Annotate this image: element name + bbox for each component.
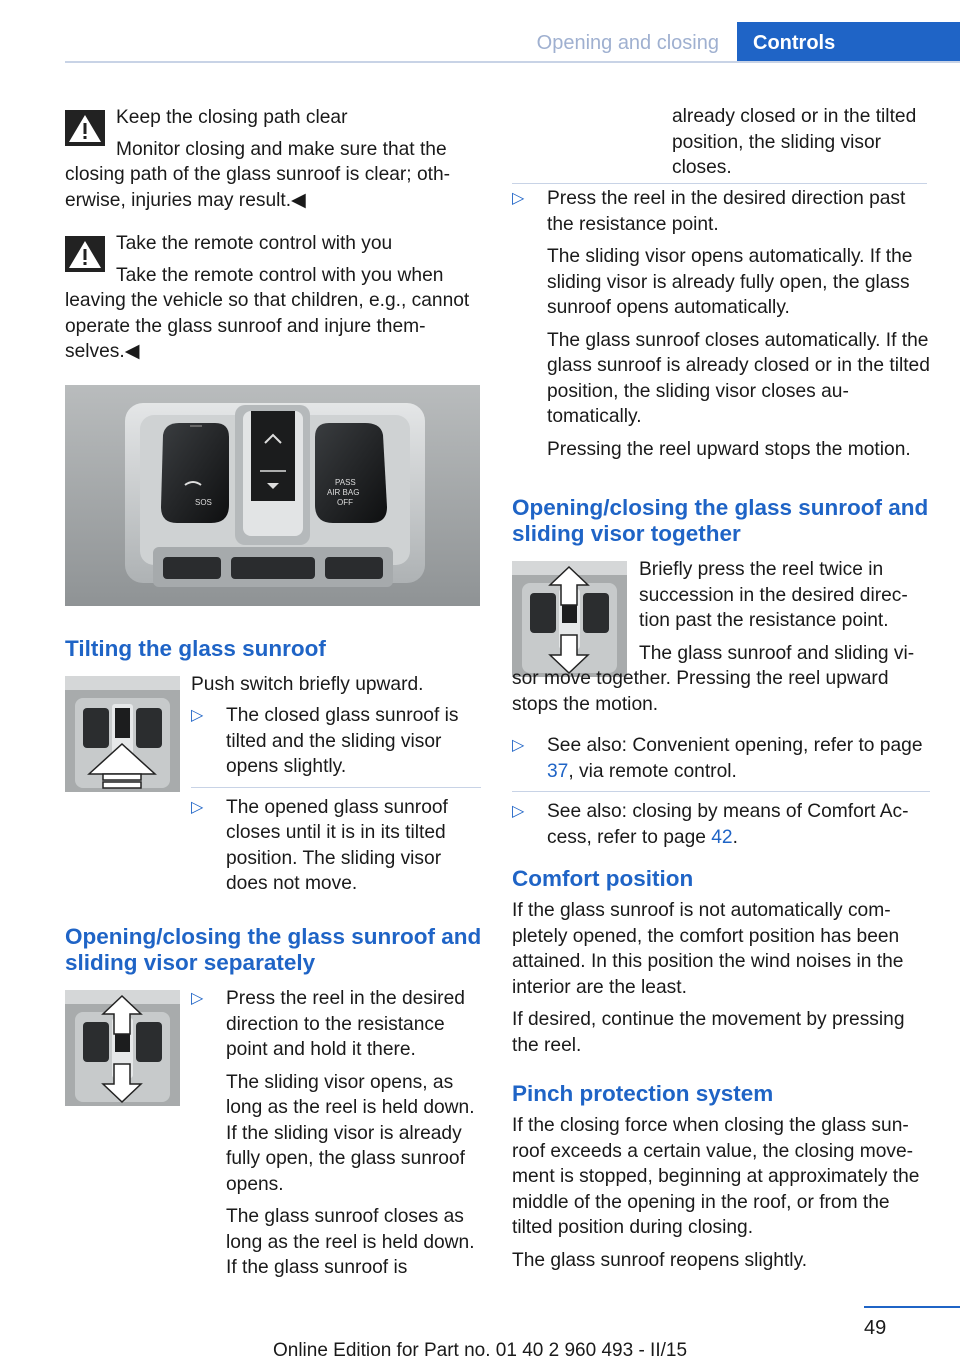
comfort-paragraph: If the glass sunroof is not automatically completely opened, the comfort position has been attained. In this position the wind noises in the interior are the least.	[512, 900, 904, 998]
footer-rule	[864, 1306, 960, 1308]
warning-body: Monitor closing and make sure that the closing path of the glass sunroof is clear; otherwise, injuries may result.◀	[65, 138, 451, 211]
comfort-paragraph: If desired, continue the movement by pressing the reel.	[512, 1009, 905, 1056]
see-also-text: See also: closing by means of Comfort Access, refer to page	[547, 801, 909, 848]
separately-bullet-1-continued: already closed or in the tilted position, the sliding visor closes.	[672, 106, 917, 178]
together-text	[512, 557, 930, 717]
page-link-42[interactable]: 42	[711, 826, 733, 848]
triangle-bullet-icon: ▷	[191, 990, 204, 1007]
separately-bullet-2	[512, 186, 930, 462]
sos-label: SOS	[195, 498, 212, 507]
page-link-37[interactable]: 37	[547, 760, 569, 782]
footer-edition: Online Edition for Part no. 01 40 2 960 493 - II/15	[272, 1340, 688, 1361]
list-item	[191, 788, 481, 897]
bullet-paragraph: The glass sunroof closes automatically. If the glass sunroof is already closed or in the tilted position, the sliding visor closes automatically.	[547, 329, 930, 427]
list-item	[512, 186, 930, 462]
tilting-bullets	[191, 703, 481, 897]
bullet-paragraph: The sliding visor opens automatically. If the sliding visor is already fully open, the glass sunroof opens automatically.	[547, 246, 913, 318]
tilting-intro: Push switch briefly upward.	[191, 674, 424, 695]
heading-together: Opening/closing the glass sunroof and sliding visor together	[512, 495, 929, 546]
separately-switch-photo	[65, 990, 180, 1106]
list-item	[512, 792, 930, 850]
see-also-text: , via remote control.	[568, 760, 737, 782]
triangle-bullet-icon: ▷	[512, 737, 525, 754]
together-paragraph: The glass sunroof and sliding visor move together. Pressing the reel upward stops the motion.	[512, 642, 915, 715]
warning-title: Keep the closing path clear	[116, 107, 348, 128]
heading-comfort-position: Comfort position	[512, 866, 694, 891]
tilting-switch-photo	[65, 676, 180, 792]
bullet-paragraph: The sliding visor opens, as long as the reel is held down. If the sliding visor is already fully open, the glass sunroof opens.	[226, 1071, 475, 1195]
heading-separately: Opening/closing the glass sunroof and sliding visor separately	[65, 924, 482, 975]
comfort-text	[512, 898, 932, 1058]
bullet-text: Press the reel in the desired direction to the resistance point and hold it there.	[226, 988, 465, 1060]
pinch-paragraph: If the closing force when closing the glass sunroof exceeds a certain value, the closing movement is stopped, beginning at approximately the middle of the opening in the roof, or from the tilted position during closing.	[512, 1115, 920, 1238]
triangle-bullet-icon: ▷	[512, 803, 525, 820]
header-section-title: Opening and closing	[536, 32, 719, 54]
bullet-text: The closed glass sunroof is tilted and the sliding visor opens slightly.	[226, 705, 459, 777]
bullet-text: Press the reel in the desired direction past the resistance point.	[547, 188, 906, 235]
warning-remote-control	[65, 231, 480, 365]
heading-tilting: Tilting the glass sunroof	[65, 636, 326, 661]
header-rule	[65, 61, 960, 63]
header-chapter-tab[interactable]: Controls	[737, 22, 960, 63]
triangle-bullet-icon: ▷	[191, 798, 204, 816]
see-also-text: See also: Convenient opening, refer to page	[547, 735, 923, 756]
triangle-bullet-icon: ▷	[191, 707, 204, 724]
triangle-bullet-icon: ▷	[512, 190, 525, 207]
see-also-text: .	[732, 826, 738, 848]
bullet-paragraph: Pressing the reel upward stops the motion.	[547, 438, 911, 460]
see-also-list	[512, 733, 930, 850]
overhead-console-photo	[65, 385, 480, 606]
bullet-paragraph: The glass sunroof closes as long as the reel is held down. If the glass sunroof is	[226, 1206, 475, 1278]
separately-bullet-1	[191, 986, 481, 1281]
warning-title: Take the remote control with you	[116, 233, 393, 254]
list-item	[191, 986, 481, 1281]
list-item	[512, 733, 930, 791]
pinch-paragraph: The glass sunroof reopens slightly.	[512, 1249, 808, 1271]
pinch-text	[512, 1113, 932, 1273]
list-item	[191, 703, 481, 787]
airbag-label: AIR BAG	[327, 488, 360, 497]
warning-closing-path	[65, 105, 465, 213]
together-paragraph: Briefly press the reel twice in succession in the desired direction past the resistance point.	[639, 559, 908, 631]
divider	[512, 183, 927, 184]
bullet-text: The opened glass sunroof closes until it is in its tilted position. The sliding visor does not move.	[226, 796, 448, 894]
off-label: OFF	[337, 498, 353, 507]
heading-pinch-protection: Pinch protection system	[512, 1081, 774, 1106]
warning-body: Take the remote control with you when leaving the vehicle so that children, e.g., cannot operate the glass sunroof and injure themselves.◀	[65, 264, 470, 362]
page-number: 49	[864, 1317, 887, 1339]
pass-label: PASS	[335, 478, 356, 487]
